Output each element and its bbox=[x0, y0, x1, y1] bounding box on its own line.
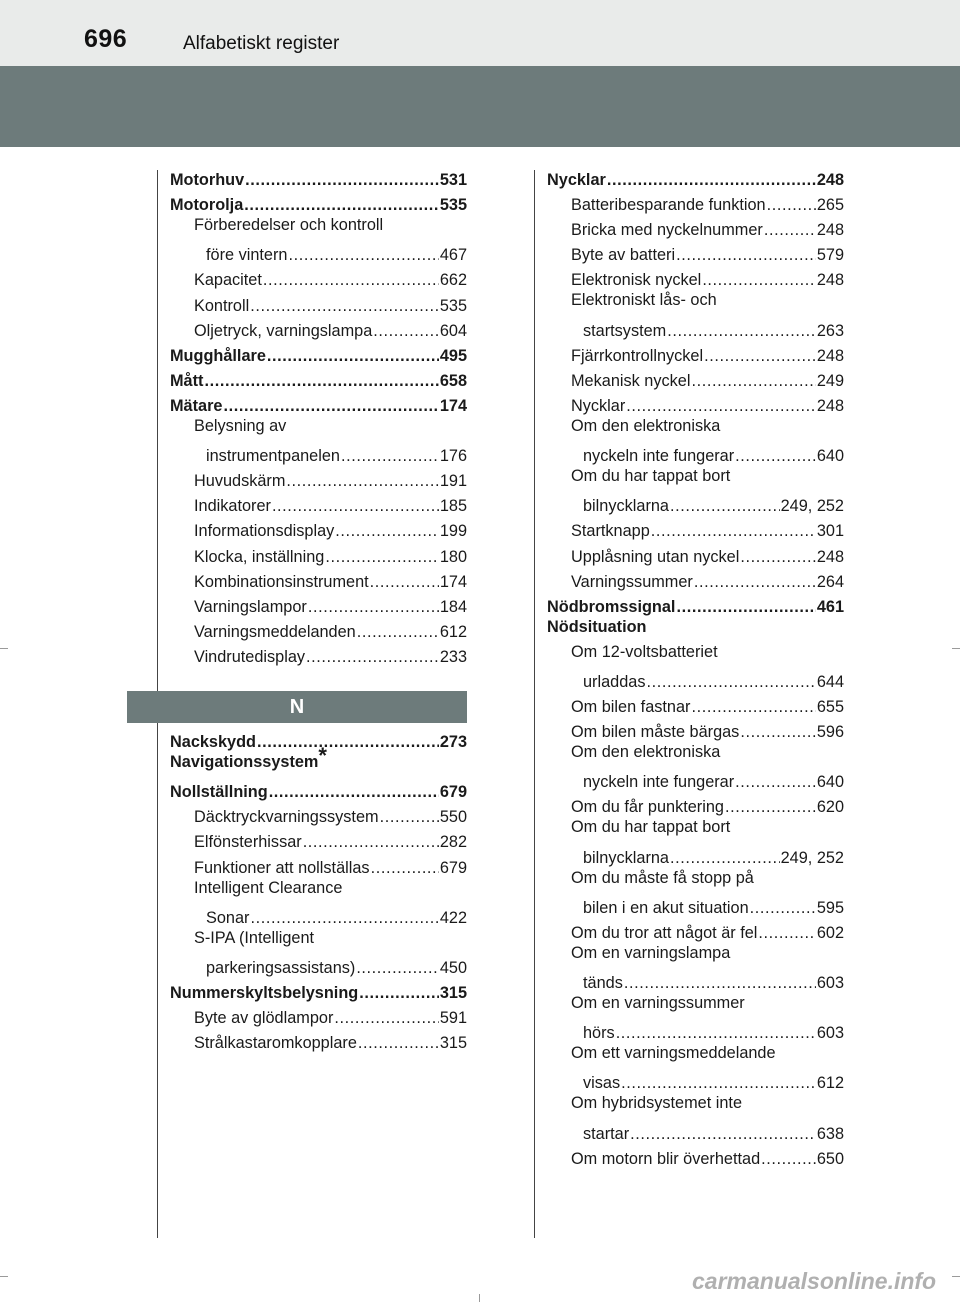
index-subentry bbox=[170, 466, 467, 491]
entry-label: Oljetryck, varningslampa bbox=[194, 321, 373, 340]
index-subentry bbox=[170, 642, 467, 667]
entry-label: Om hybridsystemet inte bbox=[571, 1094, 743, 1113]
index-subentry bbox=[547, 215, 844, 240]
index-column-right bbox=[547, 165, 844, 1169]
entry-label: Mekanisk nyckel bbox=[571, 371, 691, 390]
entry-label: Om bilen måste bärgas bbox=[571, 723, 740, 742]
dot-leader bbox=[691, 697, 815, 717]
page-title: Alfabetiskt register bbox=[183, 33, 340, 54]
page-reference: 248 bbox=[816, 221, 844, 240]
entry-label: före vintern bbox=[206, 246, 288, 265]
page-reference: 603 bbox=[816, 974, 844, 993]
dot-leader bbox=[670, 848, 780, 868]
page-reference: 658 bbox=[439, 371, 467, 390]
dot-leader bbox=[626, 396, 816, 416]
dot-leader bbox=[740, 547, 815, 567]
dot-leader bbox=[704, 346, 816, 366]
index-subentry bbox=[170, 416, 467, 441]
page-reference: 248 bbox=[816, 346, 844, 365]
page-reference: 638 bbox=[816, 1124, 844, 1143]
entry-label: Kontroll bbox=[194, 296, 250, 315]
dot-leader bbox=[676, 245, 816, 265]
page-reference: 199 bbox=[439, 522, 467, 541]
index-subentry bbox=[547, 868, 844, 893]
entry-label: nyckeln inte fungerar bbox=[583, 773, 735, 792]
page-reference: 596 bbox=[816, 723, 844, 742]
index-subentry bbox=[170, 1028, 467, 1053]
index-subentry bbox=[547, 341, 844, 366]
index-column-left-n bbox=[170, 727, 467, 1053]
page-reference: 612 bbox=[816, 1074, 844, 1093]
index-subentry bbox=[547, 466, 844, 491]
index-subentry bbox=[547, 642, 844, 667]
page-number: 696 bbox=[84, 25, 128, 53]
page-reference: 591 bbox=[439, 1009, 467, 1028]
page-reference: 265 bbox=[816, 196, 844, 215]
entry-label: visas bbox=[583, 1074, 621, 1093]
entry-label: Varningssummer bbox=[571, 572, 693, 591]
page-reference: 249, 252 bbox=[780, 848, 844, 867]
dot-leader bbox=[670, 496, 780, 516]
page-reference: 248 bbox=[816, 547, 844, 566]
index-column-left bbox=[170, 165, 467, 667]
entry-label: Sonar bbox=[206, 908, 250, 927]
dot-leader bbox=[624, 973, 816, 993]
page-reference: 248 bbox=[816, 171, 844, 190]
dot-leader bbox=[308, 597, 439, 617]
page-reference: 495 bbox=[439, 346, 467, 365]
index-subentry bbox=[547, 1018, 844, 1043]
entry-label: Batteribesparande funktion bbox=[571, 196, 766, 215]
crop-mark bbox=[952, 1276, 960, 1277]
index-entry bbox=[547, 617, 844, 642]
index-subentry bbox=[547, 717, 844, 742]
index-subentry bbox=[547, 742, 844, 767]
dot-leader bbox=[267, 346, 439, 366]
entry-label: startsystem bbox=[583, 321, 667, 340]
index-subentry bbox=[547, 767, 844, 792]
index-entry bbox=[170, 366, 467, 391]
page-reference: 679 bbox=[439, 858, 467, 877]
dot-leader bbox=[616, 1023, 816, 1043]
entry-label: Förberedelser och kontroll bbox=[194, 216, 384, 235]
dot-leader bbox=[750, 898, 816, 918]
page-reference: 315 bbox=[439, 984, 467, 1003]
dot-leader bbox=[334, 1008, 438, 1028]
dot-leader bbox=[373, 321, 439, 341]
page-reference: 273 bbox=[439, 733, 467, 752]
index-subentry bbox=[170, 617, 467, 642]
entry-label: Om du får punktering bbox=[571, 798, 724, 817]
dot-leader bbox=[676, 597, 815, 617]
entry-label: Om motorn blir överhettad bbox=[571, 1149, 761, 1168]
entry-label: Navigationssystem bbox=[170, 753, 319, 772]
dot-leader bbox=[764, 220, 816, 240]
page-reference: 301 bbox=[816, 522, 844, 541]
index-subentry bbox=[547, 290, 844, 315]
index-subentry bbox=[547, 366, 844, 391]
index-entry bbox=[170, 391, 467, 416]
page-reference: 602 bbox=[816, 923, 844, 942]
index-subentry bbox=[170, 852, 467, 877]
index-entry bbox=[170, 165, 467, 190]
index-subentry bbox=[170, 516, 467, 541]
entry-label: Nödsituation bbox=[547, 617, 647, 636]
index-subentry bbox=[170, 265, 467, 290]
index-subentry bbox=[170, 928, 467, 953]
index-subentry bbox=[170, 491, 467, 516]
entry-label: Nackskydd bbox=[170, 733, 256, 752]
index-entry bbox=[170, 777, 467, 802]
index-subentry bbox=[547, 1093, 844, 1118]
entry-label: Klocka, inställning bbox=[194, 547, 325, 566]
index-subentry bbox=[547, 943, 844, 968]
dot-leader bbox=[735, 446, 816, 466]
dot-leader bbox=[224, 396, 439, 416]
index-subentry bbox=[547, 918, 844, 943]
page-reference: 461 bbox=[816, 597, 844, 616]
entry-label: Belysning av bbox=[194, 416, 287, 435]
page-reference: 176 bbox=[439, 447, 467, 466]
index-subentry bbox=[547, 692, 844, 717]
dot-leader bbox=[303, 832, 439, 852]
dot-leader bbox=[359, 983, 439, 1003]
entry-label: parkeringsassistans) bbox=[206, 958, 356, 977]
entry-label: Om du har tappat bort bbox=[571, 818, 731, 837]
entry-label: Strålkastaromkopplare bbox=[194, 1034, 357, 1053]
page-reference: 662 bbox=[439, 271, 467, 290]
index-subentry bbox=[170, 592, 467, 617]
index-subentry bbox=[547, 541, 844, 566]
entry-label: Om den elektroniska bbox=[571, 416, 721, 435]
entry-label: urladdas bbox=[583, 672, 646, 691]
dot-leader bbox=[257, 732, 439, 752]
entry-label: Bricka med nyckelnummer bbox=[571, 221, 763, 240]
index-subentry bbox=[170, 567, 467, 592]
page-reference: 531 bbox=[439, 171, 467, 190]
entry-label: Om den elektroniska bbox=[571, 743, 721, 762]
index-subentry bbox=[170, 290, 467, 315]
dot-leader bbox=[358, 1033, 439, 1053]
page-reference: 644 bbox=[816, 672, 844, 691]
index-entry bbox=[547, 165, 844, 190]
crop-mark bbox=[0, 648, 8, 649]
section-letter-bar: N bbox=[127, 691, 467, 723]
page-reference: 249 bbox=[816, 371, 844, 390]
entry-label: Elektroniskt lås- och bbox=[571, 291, 717, 310]
entry-label: Varningsmeddelanden bbox=[194, 622, 356, 641]
index-subentry bbox=[170, 316, 467, 341]
entry-label: Indikatorer bbox=[194, 497, 271, 516]
dot-leader bbox=[761, 1149, 816, 1169]
index-subentry bbox=[547, 817, 844, 842]
dot-leader bbox=[651, 521, 816, 541]
dot-leader bbox=[325, 547, 439, 567]
entry-label: Om en varningssummer bbox=[571, 994, 745, 1013]
page-reference: 184 bbox=[439, 597, 467, 616]
page-reference: 679 bbox=[439, 783, 467, 802]
page-reference: 174 bbox=[439, 572, 467, 591]
page-reference: 249, 252 bbox=[780, 497, 844, 516]
dot-leader bbox=[357, 622, 439, 642]
entry-label: Om en varningslampa bbox=[571, 943, 731, 962]
dot-leader bbox=[250, 908, 438, 928]
dot-leader bbox=[250, 296, 439, 316]
entry-label: bilnycklarna bbox=[583, 497, 669, 516]
entry-label: Funktioner att nollställas bbox=[194, 858, 370, 877]
dot-leader bbox=[725, 797, 816, 817]
entry-label: Huvudskärm bbox=[194, 472, 286, 491]
entry-label: Nycklar bbox=[547, 171, 606, 190]
index-subentry bbox=[547, 843, 844, 868]
entry-label: startar bbox=[583, 1124, 630, 1143]
watermark-logo: carmanualsonline.info bbox=[692, 1268, 937, 1294]
index-entry bbox=[170, 341, 467, 366]
page-reference: 174 bbox=[439, 396, 467, 415]
index-subentry bbox=[170, 441, 467, 466]
index-entry bbox=[170, 743, 467, 777]
entry-label: Nycklar bbox=[571, 396, 626, 415]
header-band bbox=[0, 0, 960, 66]
entry-label: Om du har tappat bort bbox=[571, 467, 731, 486]
index-subentry bbox=[170, 953, 467, 978]
dot-leader bbox=[370, 572, 439, 592]
entry-label: Om bilen fastnar bbox=[571, 698, 691, 717]
dot-leader bbox=[694, 572, 816, 592]
index-subentry bbox=[547, 491, 844, 516]
crop-mark bbox=[0, 1276, 8, 1277]
dot-leader bbox=[286, 471, 438, 491]
entry-label: Elektronisk nyckel bbox=[571, 271, 702, 290]
column-rule-middle bbox=[534, 170, 535, 1238]
page-reference: 595 bbox=[816, 898, 844, 917]
footnote-star: * bbox=[318, 743, 327, 769]
index-entry bbox=[170, 190, 467, 215]
page-reference: 180 bbox=[439, 547, 467, 566]
dot-leader bbox=[245, 170, 439, 190]
entry-label: Om du måste få stopp på bbox=[571, 868, 754, 887]
dot-leader bbox=[356, 958, 439, 978]
dot-leader bbox=[621, 1073, 816, 1093]
entry-label: S-IPA (Intelligent bbox=[194, 928, 315, 947]
index-subentry bbox=[547, 190, 844, 215]
entry-label: Nummerskyltsbelysning bbox=[170, 984, 359, 1003]
dot-leader bbox=[691, 371, 815, 391]
dot-leader bbox=[263, 270, 439, 290]
index-subentry bbox=[547, 516, 844, 541]
page-reference: 579 bbox=[816, 246, 844, 265]
index-subentry bbox=[547, 968, 844, 993]
dot-leader bbox=[269, 782, 439, 802]
dot-leader bbox=[380, 807, 439, 827]
page-reference: 422 bbox=[439, 908, 467, 927]
index-subentry bbox=[170, 878, 467, 903]
dot-leader bbox=[735, 772, 816, 792]
dot-leader bbox=[740, 722, 816, 742]
entry-label: Varningslampor bbox=[194, 597, 307, 616]
dot-leader bbox=[306, 647, 439, 667]
entry-label: Fjärrkontrollnyckel bbox=[571, 346, 704, 365]
page-reference: 612 bbox=[439, 622, 467, 641]
dot-leader bbox=[335, 521, 439, 541]
index-subentry bbox=[547, 316, 844, 341]
entry-label: Mätare bbox=[170, 396, 223, 415]
page-reference: 620 bbox=[816, 798, 844, 817]
entry-label: Motorolja bbox=[170, 196, 244, 215]
dot-leader bbox=[288, 245, 438, 265]
entry-label: bilnycklarna bbox=[583, 848, 669, 867]
index-subentry bbox=[547, 1068, 844, 1093]
index-subentry bbox=[170, 827, 467, 852]
dot-leader bbox=[272, 496, 439, 516]
index-subentry bbox=[170, 240, 467, 265]
page-reference: 640 bbox=[816, 447, 844, 466]
dot-leader bbox=[341, 446, 439, 466]
entry-label: Byte av glödlampor bbox=[194, 1009, 334, 1028]
entry-label: Kombinationsinstrument bbox=[194, 572, 369, 591]
page-reference: 264 bbox=[816, 572, 844, 591]
entry-label: hörs bbox=[583, 1024, 615, 1043]
page-reference: 550 bbox=[439, 808, 467, 827]
index-subentry bbox=[547, 391, 844, 416]
page-reference: 467 bbox=[439, 246, 467, 265]
decorative-band bbox=[0, 66, 960, 147]
page-reference: 535 bbox=[439, 196, 467, 215]
dot-leader bbox=[767, 195, 816, 215]
entry-label: Elfönsterhissar bbox=[194, 833, 302, 852]
index-subentry bbox=[547, 792, 844, 817]
entry-label: Däcktryckvarningssystem bbox=[194, 808, 379, 827]
entry-label: Informationsdisplay bbox=[194, 522, 335, 541]
dot-leader bbox=[702, 270, 816, 290]
index-subentry bbox=[547, 441, 844, 466]
entry-label: instrumentpanelen bbox=[206, 447, 340, 466]
page-reference: 655 bbox=[816, 698, 844, 717]
entry-label: Kapacitet bbox=[194, 271, 262, 290]
index-subentry bbox=[547, 993, 844, 1018]
index-entry bbox=[547, 592, 844, 617]
entry-label: tänds bbox=[583, 974, 623, 993]
entry-label: Om ett varningsmeddelande bbox=[571, 1044, 776, 1063]
index-subentry bbox=[547, 240, 844, 265]
page-reference: 315 bbox=[439, 1034, 467, 1053]
entry-label: Nödbromssignal bbox=[547, 597, 676, 616]
crop-mark bbox=[952, 648, 960, 649]
index-subentry bbox=[170, 215, 467, 240]
index-subentry bbox=[547, 567, 844, 592]
dot-leader bbox=[646, 672, 815, 692]
index-subentry bbox=[170, 541, 467, 566]
index-subentry bbox=[547, 416, 844, 441]
entry-label: Vindrutedisplay bbox=[194, 647, 306, 666]
dot-leader bbox=[371, 858, 439, 878]
page-reference: 650 bbox=[816, 1149, 844, 1168]
crop-mark bbox=[479, 1294, 480, 1302]
page-reference: 185 bbox=[439, 497, 467, 516]
index-subentry bbox=[170, 903, 467, 928]
entry-label: Mugghållare bbox=[170, 346, 266, 365]
page-reference: 191 bbox=[439, 472, 467, 491]
index-subentry bbox=[547, 1144, 844, 1169]
index-subentry bbox=[547, 1043, 844, 1068]
entry-label: Startknapp bbox=[571, 522, 650, 541]
page-reference: 535 bbox=[439, 296, 467, 315]
dot-leader bbox=[630, 1124, 816, 1144]
entry-label: Intelligent Clearance bbox=[194, 878, 343, 897]
index-subentry bbox=[547, 667, 844, 692]
page-reference: 603 bbox=[816, 1024, 844, 1043]
index-subentry bbox=[547, 1119, 844, 1144]
page-reference: 263 bbox=[816, 321, 844, 340]
entry-label: Byte av batteri bbox=[571, 246, 676, 265]
entry-label: nyckeln inte fungerar bbox=[583, 447, 735, 466]
dot-leader bbox=[607, 170, 816, 190]
page-reference: 450 bbox=[439, 958, 467, 977]
entry-label: Mått bbox=[170, 371, 204, 390]
dot-leader bbox=[667, 321, 816, 341]
index-subentry bbox=[547, 893, 844, 918]
page-reference: 248 bbox=[816, 396, 844, 415]
page-reference: 604 bbox=[439, 321, 467, 340]
page-reference: 282 bbox=[439, 833, 467, 852]
dot-leader bbox=[204, 371, 438, 391]
index-subentry bbox=[170, 802, 467, 827]
entry-label: bilen i en akut situation bbox=[583, 898, 749, 917]
index-subentry bbox=[547, 265, 844, 290]
entry-label: Om du tror att något är fel bbox=[571, 923, 758, 942]
dot-leader bbox=[758, 923, 815, 943]
entry-label: Nollställning bbox=[170, 783, 268, 802]
index-subentry bbox=[170, 1003, 467, 1028]
entry-label: Om 12-voltsbatteriet bbox=[571, 642, 718, 661]
dot-leader bbox=[244, 195, 439, 215]
entry-label: Motorhuv bbox=[170, 171, 245, 190]
page-reference: 640 bbox=[816, 773, 844, 792]
entry-label: Upplåsning utan nyckel bbox=[571, 547, 740, 566]
page-reference: 233 bbox=[439, 647, 467, 666]
page-reference: 248 bbox=[816, 271, 844, 290]
index-entry bbox=[170, 978, 467, 1003]
